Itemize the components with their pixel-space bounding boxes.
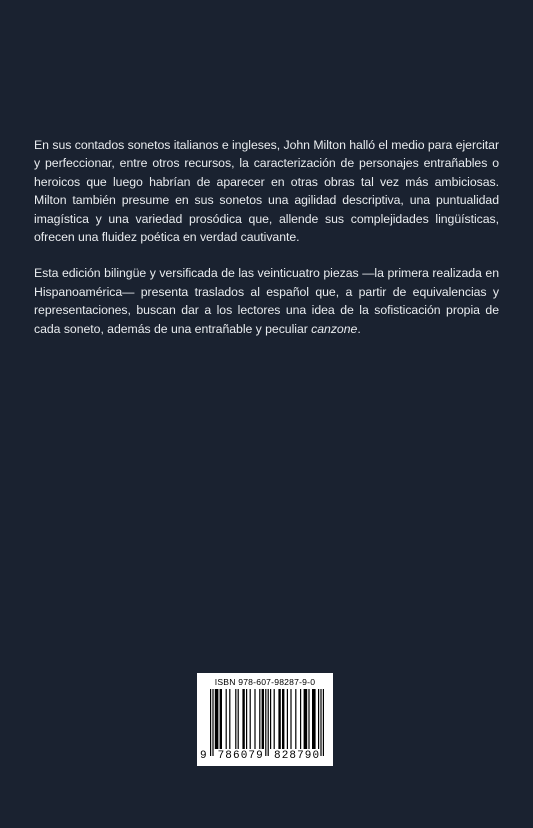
barcode-bar — [262, 689, 264, 749]
barcode-bar — [290, 689, 291, 749]
barcode-bar — [274, 689, 275, 749]
barcode-bar — [278, 689, 280, 749]
barcode-bar — [318, 689, 319, 749]
isbn-label: ISBN 978-607-98287-9-0 — [214, 677, 316, 687]
barcode-bar — [304, 689, 308, 749]
barcode-bar — [268, 689, 269, 756]
barcode-bar — [308, 689, 309, 749]
blurb-text — [34, 136, 499, 338]
barcode-bar — [312, 689, 316, 749]
barcode-bar — [282, 689, 284, 749]
barcode-bar — [323, 689, 324, 756]
blurb-italic-word: canzone — [311, 321, 358, 336]
barcode-bar — [295, 689, 296, 749]
barcode-digits-right: 828790 — [274, 750, 321, 762]
blurb-paragraph-2-end: . — [357, 321, 361, 336]
barcode-bar — [265, 689, 266, 756]
blurb-paragraph-2 — [34, 264, 499, 338]
barcode-bar — [259, 689, 260, 749]
barcode-bar — [215, 689, 219, 749]
barcode-bar — [270, 689, 271, 749]
barcode-bar — [320, 689, 321, 756]
barcode-bar — [242, 689, 244, 749]
barcode-bar — [229, 689, 230, 749]
barcode-bar — [246, 689, 247, 749]
barcode-bar — [238, 689, 239, 749]
barcode-bar — [287, 689, 288, 749]
barcode-bar — [250, 689, 251, 749]
barcode-digit-first: 9 — [200, 750, 207, 762]
barcode-bar — [235, 689, 236, 749]
barcode-bar — [220, 689, 222, 749]
blurb-paragraph-2-text: Esta edición bilingüe y versificada de las veinticuatro piezas —la primera realizada en Hispanoamérica— presenta traslados al español que, a partir de equivalencias y representaciones, buscan dar a los lectores una idea de la sofisticación propia de cada soneto, además de una entrañable y peculiar — [34, 266, 499, 336]
blurb-paragraph-1: En sus contados sonetos italianos e ingleses, John Milton halló el medio para ejercitar y perfeccionar, entre otros recursos, la caracterización de personajes entrañables o heroicos que luego habrían de aparecer en otras obras tal vez más ambiciosas. Milton también presume en sus sonetos una agilidad descriptiva, una puntualidad imagística y una variedad prosódica que, allende sus complejidades lingüísticas, ofrecen una fluidez poética en verdad cautivante. — [34, 138, 499, 245]
barcode-bar — [212, 689, 213, 756]
isbn-barcode — [197, 673, 333, 766]
barcode-digits-left: 786079 — [217, 750, 264, 762]
barcode-bar — [254, 689, 255, 749]
barcode-bar — [300, 689, 301, 749]
barcode-bar — [210, 689, 211, 756]
barcode-bar — [226, 689, 227, 749]
